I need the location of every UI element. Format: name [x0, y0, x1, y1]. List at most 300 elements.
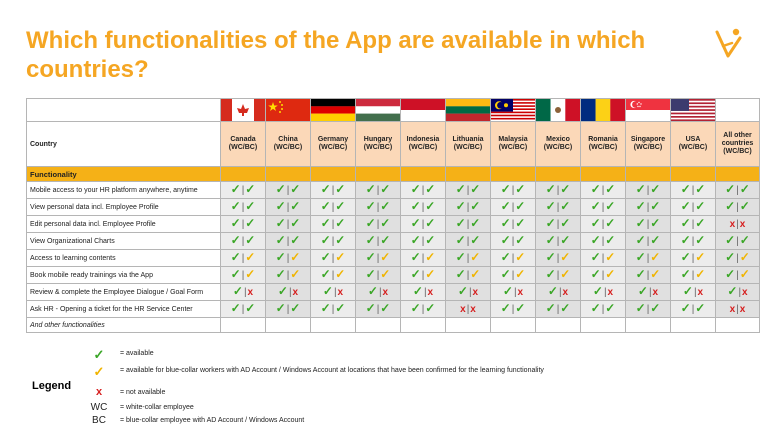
not-available-icon: x	[562, 287, 569, 298]
table-row	[27, 267, 760, 284]
available-check-icon: ✓	[335, 233, 346, 247]
available-check-icon: ✓	[335, 182, 346, 196]
available-check-icon: ✓	[502, 284, 513, 298]
country-sub: (WC/BC)	[363, 144, 393, 151]
available-check-icon: ✓	[275, 182, 286, 196]
country-sub: (WC/BC)	[273, 144, 303, 151]
available-check-icon: ✓	[650, 199, 661, 213]
country-name: Indonesia	[406, 136, 440, 143]
available-check-icon: ✓	[455, 250, 466, 264]
availability-cell: ✓|✓	[491, 250, 536, 267]
available-check-icon: ✓	[560, 233, 571, 247]
available-check-icon: ✓	[410, 199, 421, 213]
available-check-icon: ✓	[275, 216, 286, 230]
available-check-icon: ✓	[682, 284, 693, 298]
available-check-icon: ✓	[290, 182, 301, 196]
available-check-icon: ✓	[680, 267, 691, 281]
available-check-icon: ✓	[365, 233, 376, 247]
available-check-icon: ✓	[545, 233, 556, 247]
availability-cell: ✓|✓	[491, 233, 536, 250]
available-check-icon: ✓	[650, 233, 661, 247]
available-bc-check-icon: ✓	[605, 250, 616, 264]
available-check-icon: ✓	[635, 233, 646, 247]
available-check-icon: ✓	[470, 182, 481, 196]
table-row	[27, 216, 760, 233]
availability-cell: ✓|✓	[626, 301, 671, 318]
available-bc-check-icon: ✓	[515, 250, 526, 264]
available-check-icon: ✓	[365, 301, 376, 315]
availability-cell: ✓|✓	[221, 216, 266, 233]
available-check-icon: ✓	[320, 182, 331, 196]
availability-cell: ✓|✓	[581, 216, 626, 233]
available-check-icon: ✓	[410, 182, 421, 196]
country-header-cell	[716, 122, 760, 167]
available-check-icon: ✓	[592, 284, 603, 298]
not-available-icon: x	[742, 287, 748, 298]
country-sub: (WC/BC)	[228, 144, 258, 151]
availability-cell: ✓|✓	[671, 216, 716, 233]
availability-cell: ✓|✓	[446, 267, 491, 284]
availability-cell: ✓|✓	[581, 250, 626, 267]
availability-cell: ✓|x	[221, 284, 266, 301]
available-check-icon: ✓	[680, 250, 691, 264]
availability-cell: ✓|✓	[266, 267, 311, 284]
available-check-icon: ✓	[275, 199, 286, 213]
table-row	[27, 301, 760, 318]
available-check-icon: ✓	[590, 216, 601, 230]
available-check-icon: ✓	[275, 233, 286, 247]
flag-hungary	[356, 99, 401, 122]
country-header-cell	[221, 122, 266, 167]
available-check-icon: ✓	[560, 199, 571, 213]
available-check-icon: ✓	[230, 182, 241, 196]
available-check-icon: ✓	[545, 267, 556, 281]
available-check-icon: ✓	[680, 199, 691, 213]
other-functionalities-row	[27, 318, 760, 333]
flag-other-empty	[716, 99, 760, 122]
not-available-icon: x	[729, 304, 736, 315]
available-check-icon: ✓	[410, 216, 421, 230]
not-available-icon: x	[729, 219, 736, 230]
available-check-icon: ✓	[470, 216, 481, 230]
legend-symbol-icon: x	[95, 386, 103, 398]
not-available-icon: x	[470, 304, 476, 315]
availability-cell: ✓|✓	[356, 250, 401, 267]
availability-cell: ✓|x	[491, 284, 536, 301]
available-check-icon: ✓	[320, 233, 331, 247]
available-check-icon: ✓	[230, 250, 241, 264]
not-available-icon: x	[652, 287, 659, 298]
available-check-icon: ✓	[605, 216, 616, 230]
legend-abbrev: BC	[92, 415, 106, 426]
availability-cell: ✓|✓	[401, 267, 446, 284]
availability-cell: ✓|✓	[536, 267, 581, 284]
available-check-icon: ✓	[245, 301, 256, 315]
available-check-icon: ✓	[545, 301, 556, 315]
country-sub: (WC/BC)	[723, 148, 752, 155]
available-bc-check-icon: ✓	[335, 250, 346, 264]
available-check-icon: ✓	[680, 233, 691, 247]
available-check-icon: ✓	[320, 250, 331, 264]
country-name: USA	[685, 136, 701, 143]
availability-cell: ✓|✓	[626, 267, 671, 284]
country-sub: (WC/BC)	[498, 144, 528, 151]
available-check-icon: ✓	[635, 216, 646, 230]
available-check-icon: ✓	[425, 216, 436, 230]
table-row	[27, 250, 760, 267]
availability-cell: ✓|✓	[221, 182, 266, 199]
flag-canada	[221, 99, 266, 122]
not-available-icon: x	[739, 304, 746, 315]
available-check-icon: ✓	[275, 301, 286, 315]
availability-cell: ✓|✓	[671, 233, 716, 250]
availability-cell: ✓|✓	[266, 250, 311, 267]
available-check-icon: ✓	[425, 301, 436, 315]
available-check-icon: ✓	[365, 267, 376, 281]
availability-cell: ✓|✓	[491, 182, 536, 199]
not-available-icon: x	[427, 287, 434, 298]
available-check-icon: ✓	[335, 301, 346, 315]
available-check-icon: ✓	[560, 216, 571, 230]
availability-cell: ✓|✓	[356, 182, 401, 199]
available-check-icon: ✓	[680, 216, 691, 230]
availability-cell: x|x	[716, 301, 760, 318]
available-check-icon: ✓	[410, 250, 421, 264]
availability-cell: ✓|✓	[401, 182, 446, 199]
available-check-icon: ✓	[725, 250, 736, 264]
available-check-icon: ✓	[335, 199, 346, 213]
available-check-icon: ✓	[245, 182, 256, 196]
available-check-icon: ✓	[365, 182, 376, 196]
legend-description: = blue-collar employee with AD Account / Windows Account	[120, 417, 305, 424]
available-check-icon: ✓	[635, 199, 646, 213]
availability-cell: ✓|✓	[491, 199, 536, 216]
available-check-icon: ✓	[515, 301, 526, 315]
country-name: Germany	[317, 136, 349, 143]
availability-cell: ✓|✓	[311, 250, 356, 267]
available-check-icon: ✓	[275, 250, 286, 264]
availability-cell: ✓|✓	[311, 267, 356, 284]
availability-cell: ✓|✓	[716, 250, 760, 267]
country-header-cell	[581, 122, 626, 167]
available-check-icon: ✓	[590, 250, 601, 264]
availability-cell: ✓|✓	[581, 182, 626, 199]
legend-symbol-icon: ✓	[93, 364, 105, 379]
availability-cell: ✓|✓	[446, 182, 491, 199]
availability-cell: ✓|✓	[626, 250, 671, 267]
availability-cell: ✓|✓	[446, 250, 491, 267]
legend-description: = not available	[120, 389, 166, 396]
available-bc-check-icon: ✓	[560, 267, 571, 281]
country-name: All other countries	[721, 132, 754, 147]
availability-cell: ✓|✓	[536, 233, 581, 250]
available-check-icon: ✓	[635, 267, 646, 281]
availability-cell: ✓|✓	[266, 199, 311, 216]
available-check-icon: ✓	[425, 199, 436, 213]
country-sub: (WC/BC)	[453, 144, 483, 151]
availability-cell: ✓|x	[356, 284, 401, 301]
not-available-icon: x	[337, 287, 344, 298]
legend-abbrev: WC	[90, 402, 108, 413]
availability-cell: ✓|✓	[356, 199, 401, 216]
available-check-icon: ✓	[545, 250, 556, 264]
availability-cell: ✓|✓	[401, 250, 446, 267]
availability-cell: x|x	[446, 301, 491, 318]
availability-cell: x|x	[716, 216, 760, 233]
country-header-cell	[491, 122, 536, 167]
availability-table	[26, 98, 760, 333]
available-check-icon: ✓	[680, 182, 691, 196]
available-check-icon: ✓	[230, 199, 241, 213]
availability-cell: ✓|x	[266, 284, 311, 301]
availability-cell: ✓|✓	[401, 199, 446, 216]
available-check-icon: ✓	[380, 216, 391, 230]
available-check-icon: ✓	[500, 301, 511, 315]
functionality-label: Functionality	[27, 167, 221, 182]
availability-cell: ✓|✓	[221, 267, 266, 284]
available-check-icon: ✓	[290, 216, 301, 230]
available-check-icon: ✓	[560, 182, 571, 196]
availability-cell: ✓|✓	[311, 233, 356, 250]
country-header-cell	[311, 122, 356, 167]
available-check-icon: ✓	[695, 233, 706, 247]
available-check-icon: ✓	[380, 301, 391, 315]
available-check-icon: ✓	[635, 250, 646, 264]
available-check-icon: ✓	[590, 182, 601, 196]
table-row	[27, 199, 760, 216]
available-check-icon: ✓	[500, 267, 511, 281]
available-check-icon: ✓	[500, 233, 511, 247]
available-check-icon: ✓	[515, 216, 526, 230]
available-check-icon: ✓	[322, 284, 333, 298]
availability-cell: ✓|✓	[671, 301, 716, 318]
country-sub: (WC/BC)	[633, 144, 663, 151]
country-sub: (WC/BC)	[408, 144, 438, 151]
legend-description: = white-collar employee	[120, 404, 194, 411]
available-check-icon: ✓	[230, 301, 241, 315]
available-check-icon: ✓	[605, 199, 616, 213]
other-functionalities-label: And other functionalities	[27, 318, 221, 333]
available-check-icon: ✓	[365, 216, 376, 230]
available-bc-check-icon: ✓	[560, 250, 571, 264]
country-header-cell	[626, 122, 671, 167]
available-check-icon: ✓	[320, 301, 331, 315]
availability-cell: ✓|✓	[491, 216, 536, 233]
table-row	[27, 233, 760, 250]
available-check-icon: ✓	[275, 267, 286, 281]
available-check-icon: ✓	[455, 267, 466, 281]
available-check-icon: ✓	[410, 267, 421, 281]
available-bc-check-icon: ✓	[605, 267, 616, 281]
available-check-icon: ✓	[335, 216, 346, 230]
availability-cell: ✓|✓	[401, 233, 446, 250]
page-title: Which functionalities of the App are available in which countries?	[26, 27, 646, 83]
available-check-icon: ✓	[455, 216, 466, 230]
availability-cell: ✓|✓	[266, 301, 311, 318]
available-check-icon: ✓	[635, 182, 646, 196]
flag-row	[27, 99, 760, 122]
availability-cell: ✓|✓	[221, 233, 266, 250]
table-row	[27, 284, 760, 301]
available-check-icon: ✓	[245, 199, 256, 213]
available-bc-check-icon: ✓	[695, 250, 706, 264]
available-check-icon: ✓	[590, 199, 601, 213]
availability-cell: ✓|✓	[626, 216, 671, 233]
available-check-icon: ✓	[245, 216, 256, 230]
available-check-icon: ✓	[455, 182, 466, 196]
available-check-icon: ✓	[590, 267, 601, 281]
country-sub: (WC/BC)	[678, 144, 708, 151]
availability-cell: ✓|✓	[536, 199, 581, 216]
available-check-icon: ✓	[650, 216, 661, 230]
available-check-icon: ✓	[545, 182, 556, 196]
available-bc-check-icon: ✓	[290, 267, 301, 281]
available-check-icon: ✓	[605, 182, 616, 196]
available-bc-check-icon: ✓	[470, 250, 481, 264]
availability-cell: ✓|✓	[491, 301, 536, 318]
company-logo-icon	[712, 26, 746, 62]
functionality-header-row	[27, 167, 760, 182]
available-check-icon: ✓	[515, 233, 526, 247]
available-check-icon: ✓	[695, 301, 706, 315]
available-check-icon: ✓	[590, 233, 601, 247]
availability-cell: ✓|✓	[671, 267, 716, 284]
available-check-icon: ✓	[277, 284, 288, 298]
available-check-icon: ✓	[230, 216, 241, 230]
functionality-name: Edit personal data incl. Employee Profile	[27, 216, 221, 233]
functionality-name: Mobile access to your HR platform anywhere, anytime	[27, 182, 221, 199]
available-bc-check-icon: ✓	[425, 267, 436, 281]
availability-cell: ✓|✓	[716, 233, 760, 250]
country-column-header: Country	[27, 122, 221, 167]
available-check-icon: ✓	[695, 199, 706, 213]
available-check-icon: ✓	[725, 267, 736, 281]
availability-cell: ✓|✓	[266, 216, 311, 233]
available-bc-check-icon: ✓	[739, 250, 750, 264]
table-row	[27, 182, 760, 199]
flag-malaysia	[491, 99, 536, 122]
available-check-icon: ✓	[380, 199, 391, 213]
available-check-icon: ✓	[680, 301, 691, 315]
available-bc-check-icon: ✓	[470, 267, 481, 281]
availability-cell: ✓|x	[536, 284, 581, 301]
availability-cell: ✓|✓	[221, 250, 266, 267]
available-check-icon: ✓	[455, 199, 466, 213]
functionality-name: View personal data incl. Employee Profile	[27, 199, 221, 216]
availability-cell: ✓|✓	[356, 267, 401, 284]
available-check-icon: ✓	[367, 284, 378, 298]
available-check-icon: ✓	[457, 284, 468, 298]
availability-cell: ✓|✓	[356, 216, 401, 233]
available-check-icon: ✓	[290, 301, 301, 315]
available-check-icon: ✓	[425, 182, 436, 196]
availability-cell: ✓|✓	[221, 199, 266, 216]
available-check-icon: ✓	[547, 284, 558, 298]
flag-germany	[311, 99, 356, 122]
available-check-icon: ✓	[410, 301, 421, 315]
available-bc-check-icon: ✓	[380, 250, 391, 264]
country-name: Canada	[230, 136, 256, 143]
available-check-icon: ✓	[515, 199, 526, 213]
available-check-icon: ✓	[500, 182, 511, 196]
availability-cell: ✓|✓	[536, 216, 581, 233]
available-check-icon: ✓	[425, 233, 436, 247]
availability-cell: ✓|x	[446, 284, 491, 301]
availability-cell: ✓|✓	[446, 216, 491, 233]
available-bc-check-icon: ✓	[335, 267, 346, 281]
country-sub: (WC/BC)	[318, 144, 348, 151]
available-bc-check-icon: ✓	[515, 267, 526, 281]
not-available-icon: x	[697, 287, 704, 298]
available-check-icon: ✓	[500, 250, 511, 264]
available-check-icon: ✓	[739, 182, 750, 196]
country-sub: (WC/BC)	[543, 144, 573, 151]
not-available-icon: x	[607, 287, 614, 298]
available-bc-check-icon: ✓	[425, 250, 436, 264]
flag-usa	[671, 99, 716, 122]
availability-cell: ✓|✓	[581, 301, 626, 318]
not-available-icon: x	[739, 219, 746, 230]
available-check-icon: ✓	[232, 284, 243, 298]
country-header-row	[27, 122, 760, 167]
legend-title: Legend	[32, 380, 72, 392]
available-check-icon: ✓	[727, 284, 738, 298]
available-check-icon: ✓	[470, 233, 481, 247]
available-bc-check-icon: ✓	[245, 250, 256, 264]
availability-cell: ✓|✓	[536, 250, 581, 267]
available-check-icon: ✓	[412, 284, 423, 298]
available-check-icon: ✓	[605, 301, 616, 315]
availability-cell: ✓|✓	[356, 233, 401, 250]
available-check-icon: ✓	[637, 284, 648, 298]
available-check-icon: ✓	[545, 199, 556, 213]
availability-cell: ✓|✓	[311, 216, 356, 233]
flag-china	[266, 99, 311, 122]
flag-romania	[581, 99, 626, 122]
available-check-icon: ✓	[739, 199, 750, 213]
availability-cell: ✓|✓	[266, 233, 311, 250]
available-check-icon: ✓	[650, 301, 661, 315]
availability-cell: ✓|✓	[626, 233, 671, 250]
availability-cell: ✓|✓	[716, 199, 760, 216]
availability-cell: ✓|✓	[266, 182, 311, 199]
available-check-icon: ✓	[500, 199, 511, 213]
available-check-icon: ✓	[590, 301, 601, 315]
legend-description: = available for blue-collar workers with AD Account / Windows Account at locations that have been confirmed for the learning functionality	[120, 367, 544, 374]
not-available-icon: x	[247, 287, 254, 298]
availability-cell: ✓|x	[626, 284, 671, 301]
available-check-icon: ✓	[245, 233, 256, 247]
flag-singapore	[626, 99, 671, 122]
country-name: China	[278, 136, 298, 143]
country-name: Malaysia	[498, 136, 528, 143]
availability-cell: ✓|✓	[221, 301, 266, 318]
availability-cell: ✓|✓	[536, 301, 581, 318]
availability-cell: ✓|✓	[581, 233, 626, 250]
country-name: Hungary	[363, 136, 393, 143]
flag-indonesia	[401, 99, 446, 122]
availability-cell: ✓|✓	[716, 182, 760, 199]
available-check-icon: ✓	[470, 199, 481, 213]
country-header-cell	[446, 122, 491, 167]
available-bc-check-icon: ✓	[695, 267, 706, 281]
country-sub: (WC/BC)	[588, 144, 618, 151]
available-check-icon: ✓	[725, 199, 736, 213]
available-check-icon: ✓	[605, 233, 616, 247]
available-check-icon: ✓	[725, 182, 736, 196]
available-check-icon: ✓	[365, 250, 376, 264]
available-check-icon: ✓	[365, 199, 376, 213]
